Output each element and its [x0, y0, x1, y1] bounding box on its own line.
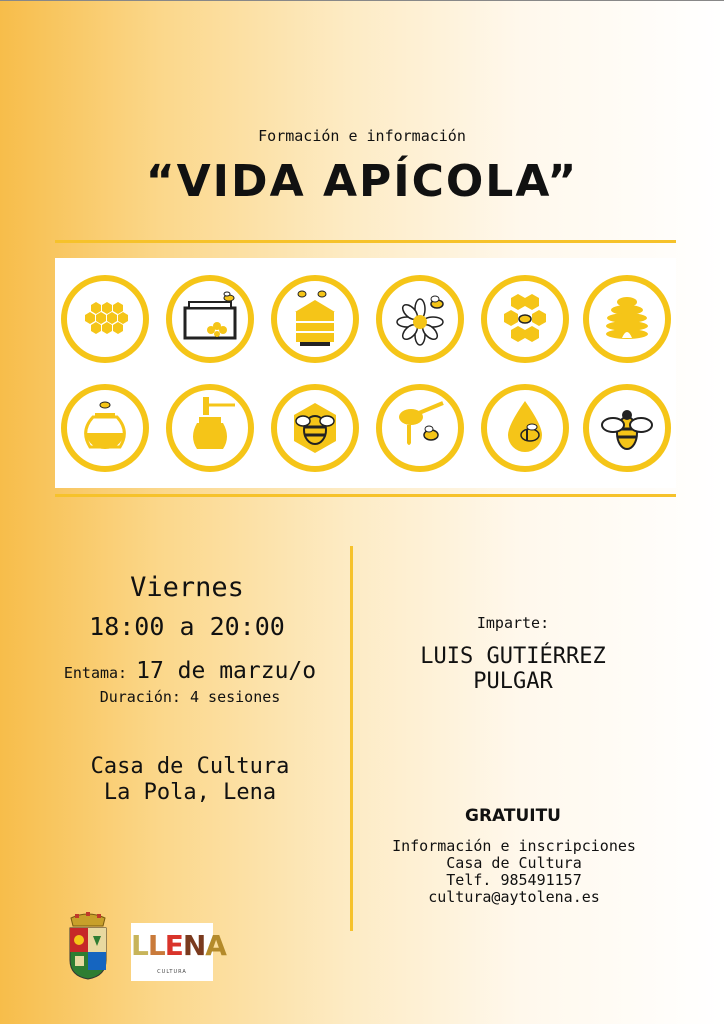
venue-name: Casa de Cultura — [90, 754, 290, 779]
beehive-icon — [270, 274, 360, 364]
speaker-name-line2: PULGAR — [473, 669, 553, 694]
start-date: 17 de marzu/o — [136, 658, 317, 684]
honeycomb-icon — [60, 274, 150, 364]
info-heading: Información e inscripciones — [392, 837, 636, 855]
venue-location: La Pola, Lena — [103, 780, 277, 805]
event-day: Viernes — [130, 572, 244, 603]
logo-word: LLENA — [131, 929, 226, 962]
start-label: Entama: — [63, 664, 128, 682]
honey-jar-dipper-icon — [165, 383, 255, 473]
honeycomb-bee-icon — [480, 274, 570, 364]
column-divider — [350, 546, 353, 931]
event-title: “VIDA APÍCOLA” — [145, 156, 579, 207]
icon-band — [55, 258, 676, 488]
honey-drop-bee-icon — [480, 383, 570, 473]
logo-subtitle: CULTURA — [157, 969, 187, 975]
info-email: cultura@aytolena.es — [428, 888, 600, 906]
top-border — [0, 0, 724, 1]
honey-pot-icon — [60, 383, 150, 473]
bee-hexagon-icon — [270, 383, 360, 473]
speaker-name-line1: LUIS GUTIÉRREZ — [420, 644, 606, 669]
llena-cultura-logo — [131, 923, 226, 981]
event-start — [40, 658, 340, 684]
honey-dipper-bee-icon — [375, 383, 465, 473]
info-phone: Telf. 985491157 — [446, 871, 582, 889]
event-time: 18:00 a 20:00 — [89, 612, 285, 641]
event-subtitle: Formación e información — [258, 127, 466, 145]
skep-icon — [582, 274, 672, 364]
bee-icon — [582, 383, 672, 473]
price-label: GRATUITU — [464, 806, 561, 826]
event-duration: Duración: 4 sesiones — [99, 688, 281, 706]
daisy-bee-icon — [375, 274, 465, 364]
beehive-box-icon — [165, 274, 255, 364]
coat-of-arms-icon — [65, 912, 111, 980]
speaker-label: Imparte: — [476, 614, 550, 632]
info-venue: Casa de Cultura — [446, 854, 582, 872]
bottom-divider — [55, 494, 676, 497]
top-divider — [55, 240, 676, 243]
